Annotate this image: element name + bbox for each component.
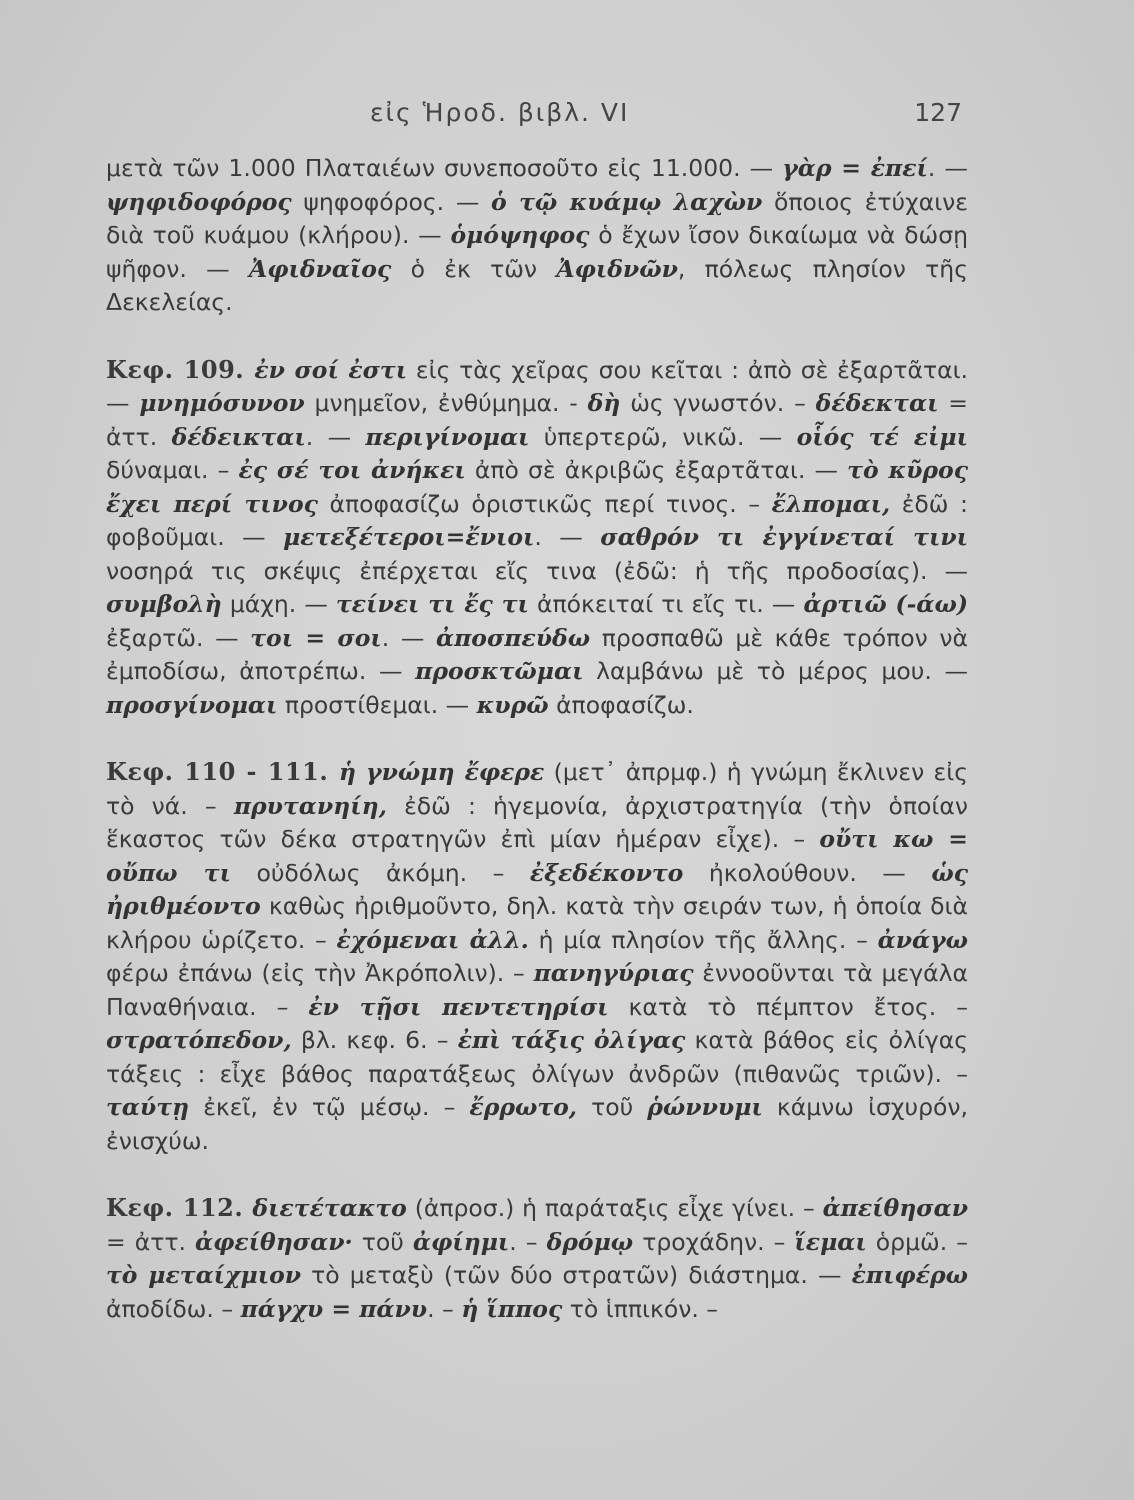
lemma-term: ἐς σέ τοι ἀνήκει (238, 456, 466, 484)
lemma-term: ἔλπομαι, (771, 489, 891, 518)
gloss-text: φέρω ἐπάνω (εἰς τὴν Ἀκρόπολιν). – (106, 959, 534, 987)
lemma-term: πάγχυ = πάνυ (240, 1294, 428, 1323)
lemma-term: σαθρόν τι ἐγγίνεταί τινι (600, 523, 969, 551)
lemma-term: ἐν σοί ἐστι (254, 355, 408, 384)
lemma-term: ὁμόψηφος (450, 221, 590, 249)
gloss-text: (μετ᾽ ἀπρμφ.) ἡ γνώμη ἔκλινεν εἰς τὸ νά. – (106, 758, 968, 820)
lemma-term: τείνει τι ἔς τι (335, 590, 529, 618)
gloss-text: ὁρμῶ. – (866, 1227, 968, 1256)
gloss-text: προστίθεμαι. — (277, 690, 477, 719)
lemma-term: ἵεμαι (794, 1227, 867, 1256)
gloss-text: προσπαθῶ μὲ κάθε τρόπον νὰ ἐμποδίσω, ἀποτρέπω. — (106, 623, 968, 685)
lemma-term: ὡς ἠριθμέοντο (106, 858, 968, 920)
gloss-text: κάμνω ἰσχυρόν, ἐνισχύω. (106, 1093, 968, 1155)
gloss-text: . – (427, 1294, 462, 1323)
lemma-term: Ἀφιδνῶν (556, 254, 678, 283)
lemma-term: ἐξεδέκοντο (529, 858, 684, 887)
gloss-text: (ἀπροσ.) ἡ παράταξις εἶχε γίνει. – (406, 1194, 823, 1222)
lemma-term: οἷός τέ εἰμι (796, 422, 969, 451)
lemma-term: ἀποσπεύδω (435, 623, 591, 652)
lemma-term: δέδεικται (171, 422, 306, 451)
lemma-term: ἐπιφέρω (851, 1261, 968, 1289)
gloss-text: ἐννοοῦνται τὰ μεγάλα Παναθήναια. – (106, 959, 968, 1021)
gloss-text: ἀπόκειταί τι εἴς τι. — (528, 590, 804, 618)
gloss-text: ἐδῶ : ἡγεμονία, ἀρχιστρατηγία (τὴν ὁποίαν ἕκαστος τῶν δέκα στρατηγῶν ἐπὶ μίαν ἡμέραν εἶχε). – (106, 791, 968, 853)
gloss-text: οὐδόλως ἀκόμη. – (230, 858, 530, 887)
gloss-text: τὸ μεταξὺ (τῶν δύο στρατῶν) διάστημα. — (301, 1261, 852, 1289)
lemma-term: τὸ κῦρος ἔχει περί τινος (106, 456, 969, 518)
gloss-text: βλ. κεφ. 6. – (291, 1026, 458, 1054)
gloss-text: καθὼς ἠριθμοῦντο, δηλ. κατὰ τὴν σειράν των, ἡ ὁποία διὰ κλήρου ὡρίζετο. – (106, 892, 968, 954)
gloss-text: ἀποφασίζω ὁριστικῶς περί τινος. – (317, 489, 772, 518)
lemma-term: δρόμῳ (546, 1227, 634, 1256)
gloss-text: . — (927, 154, 968, 182)
running-header (370, 98, 962, 127)
gloss-text: κατὰ τὸ πέμπτον ἔτος. – (608, 992, 968, 1021)
lemma-term: ἐχόμεναι ἀλλ. (336, 925, 529, 954)
lemma-term: τὸ μεταίχμιον (106, 1261, 302, 1289)
page-number: 127 (914, 98, 962, 127)
gloss-text: ὑπερτερῶ, νικῶ. — (529, 422, 797, 451)
lemma-term: ἡ γνώμη ἔφερε (338, 758, 545, 786)
lemma-term: μνημόσυνον (139, 389, 305, 417)
section-paragraph (106, 1191, 968, 1326)
gloss-text: κατὰ βάθος εἰς ὀλίγας τάξεις : εἶχε βάθος παρατάξεως ὀλίγων ἀνδρῶν (πιθανῶς τριῶν). – (106, 1026, 968, 1088)
gloss-text: λαμβάνω μὲ τὸ μέρος μου. — (583, 657, 968, 685)
gloss-text: νοσηρά τις σκέψις ἐπέρχεται εἴς τινα (ἐδῶ: ἡ τῆς προδοσίας). — (106, 556, 968, 585)
lemma-term: πρυτανηίη, (233, 791, 387, 820)
gloss-text: ἠκολούθουν. — (683, 858, 932, 887)
lemma-term: ἡ ἵππος (461, 1294, 563, 1323)
lemma-term: ψηφιδοφόρος (106, 187, 292, 216)
lemma-term: στρατόπεδον, (106, 1026, 292, 1054)
gloss-text: . – (509, 1227, 547, 1256)
gloss-text: . — (534, 523, 601, 551)
section-paragraph (106, 755, 968, 1158)
lemma-term: ἐπὶ τάξις ὀλίγας (457, 1026, 686, 1054)
chapter-label: Κεφ. 110 - 111. (106, 757, 339, 786)
gloss-text: ὁ ἐκ τῶν (391, 254, 557, 283)
gloss-text: ἀποφασίζω. (548, 690, 694, 719)
lemma-term: κυρῶ (476, 690, 549, 719)
lemma-term: μετεξέτεροι=ἔνιοι (283, 523, 535, 551)
gloss-text: ἐκεῖ, ἐν τῷ μέσῳ. – (189, 1093, 470, 1121)
lemma-term: ἔρρωτο, (469, 1093, 577, 1121)
section-paragraph (106, 152, 968, 320)
gloss-text: ὁ ἔχων ἴσον δικαίωμα νὰ δώσῃ ψῆφον. — (106, 221, 968, 283)
lemma-term: διετέτακτο (252, 1194, 407, 1222)
gloss-text: ψηφοφόρος. — (291, 187, 491, 216)
lemma-term: δὴ (587, 389, 621, 417)
gloss-text: δύναμαι. – (106, 456, 239, 484)
lemma-term: ῥώννυμι (647, 1093, 763, 1121)
lemma-term: ἀρτιῶ (-άω) (803, 590, 969, 618)
lemma-term: οὔτι κω = οὔπω τι (106, 825, 968, 887)
lemma-term: πανηγύριας (533, 959, 694, 987)
gloss-text: τοῦ (352, 1227, 413, 1256)
lemma-term: ἀφίημι (412, 1227, 510, 1256)
lemma-term: ἀφείθησαν· (195, 1227, 353, 1256)
chapter-label: Κεφ. 112. (106, 1193, 253, 1222)
lemma-term: ἐν τῇσι πεντετηρίσι (308, 992, 609, 1021)
lemma-term: συμβολὴ (106, 590, 222, 618)
running-title: εἰς Ἡροδ. βιβλ. VI (370, 98, 630, 127)
gloss-text: μάχη. — (221, 590, 336, 618)
lemma-term: ἀπείθησαν (822, 1194, 968, 1222)
gloss-text: τοῦ (577, 1093, 648, 1121)
gloss-text: ἀπὸ σὲ ἀκριβῶς ἐξαρτᾶται. — (465, 456, 848, 484)
gloss-text: τὸ ἱππικόν. – (562, 1294, 719, 1323)
gloss-text: . — (305, 422, 366, 451)
gloss-text: ἐδῶ : φοβοῦμαι. — (106, 489, 968, 551)
gloss-text: = ἀττ. (106, 1227, 196, 1256)
lemma-term: Ἀφιδναῖος (248, 254, 392, 283)
gloss-text: μνημεῖον, ἐνθύμημα. - (304, 389, 588, 417)
section-paragraph (106, 353, 968, 723)
gloss-text: εἰς τὰς χεῖρας σου κεῖται : ἀπὸ σὲ ἐξαρτᾶται. — (106, 355, 969, 417)
gloss-text: ὡς γνωστόν. – (620, 389, 816, 417)
chapter-label: Κεφ. 109. (106, 354, 255, 384)
gloss-text: τροχάδην. – (633, 1227, 795, 1256)
lemma-term: προσγίνομαι (106, 690, 278, 719)
gloss-text: , πόλεως πλησίον τῆς Δεκελείας. (106, 254, 968, 316)
lemma-term: προσκτῶμαι (415, 657, 584, 685)
lemma-term: ὁ τῷ κυάμῳ λαχὼν (491, 187, 763, 216)
gloss-text: μετὰ τῶν 1.000 Πλαταιέων συνεποσοῦτο εἰς 11.000. — (106, 154, 783, 182)
gloss-text: ἡ μία πλησίον τῆς ἄλλης. – (528, 925, 878, 954)
gloss-text: ἀποδίδω. – (106, 1294, 241, 1323)
lemma-term: τοι = σοι (250, 623, 382, 652)
commentary-text (106, 152, 968, 1326)
gloss-text: = ἀττ. (106, 389, 968, 451)
lemma-term: γὰρ = ἐπεί (782, 154, 928, 182)
lemma-term: ταύτῃ (106, 1093, 190, 1121)
lemma-term: ἀνάγω (877, 925, 968, 954)
gloss-text: . — (381, 623, 436, 652)
gloss-text: ἐξαρτῶ. — (106, 623, 251, 652)
lemma-term: δέδεκται (815, 389, 939, 417)
gloss-text: ὅποιος ἐτύχαινε διὰ τοῦ κυάμου (κλήρου). — (106, 187, 968, 249)
lemma-term: περιγίνομαι (365, 422, 530, 451)
